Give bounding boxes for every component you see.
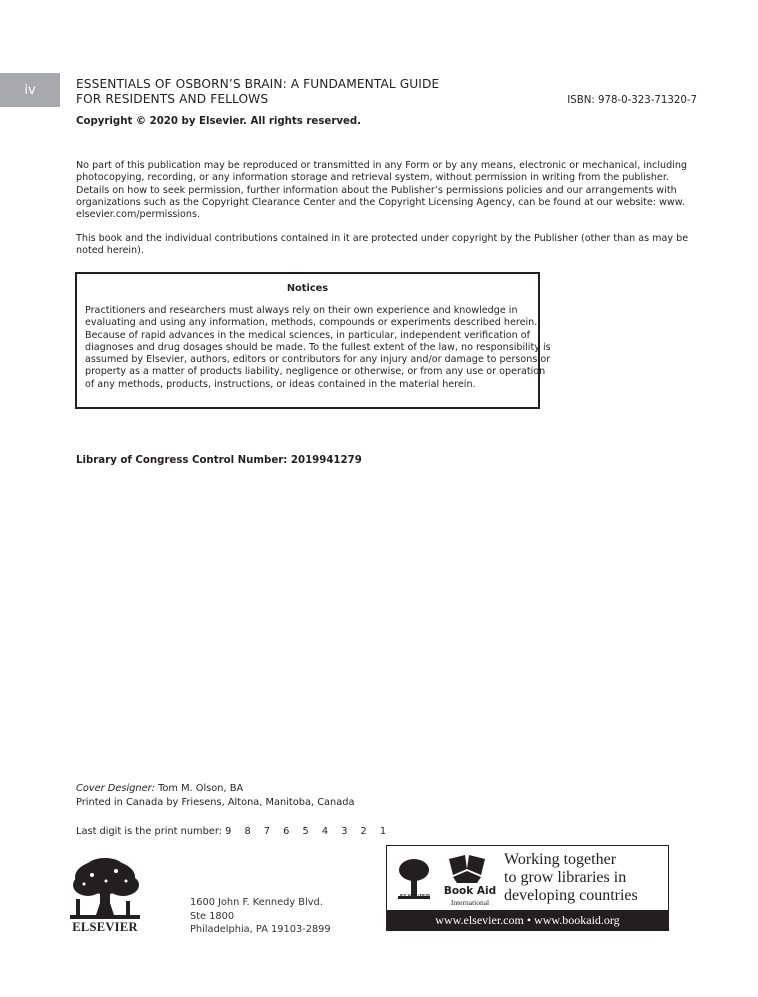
elsevier-wordmark: ELSEVIER — [72, 920, 138, 934]
book-hands-icon — [447, 851, 487, 885]
notices-line: Because of rapid advances in the medical sciences, in particular, independent verification of — [85, 329, 531, 341]
tagline-line: to grow libraries in — [504, 869, 627, 886]
paragraph-line: noted herein). — [76, 245, 144, 257]
cover-designer-name: Tom M. Olson, BA — [154, 783, 244, 794]
print-number-line — [76, 826, 391, 837]
cover-designer-line — [76, 782, 355, 796]
page-number: iv — [24, 82, 36, 98]
address-line: Ste 1800 — [190, 910, 235, 922]
book-aid-urls: www.elsevier.com • www.bookaid.org — [387, 910, 668, 930]
notices-line: property as a matter of products liability, negligence or otherwise, or from any use or operation — [85, 366, 546, 378]
book-title-line: ESSENTIALS OF OSBORN’S BRAIN: A FUNDAMENTAL GUIDE — [76, 77, 440, 91]
publisher-address — [190, 896, 331, 937]
elsevier-logo — [66, 857, 144, 935]
library-of-congress-number: Library of Congress Control Number: 2019941279 — [76, 455, 362, 466]
banner-elsevier-wordmark: ELSEVIER — [399, 894, 431, 900]
notices-line: diagnoses and drug dosages should be made. To the fullest extent of the law, no responsibility is — [85, 341, 551, 353]
notices-line: assumed by Elsevier, authors, editors or contributors for any injury and/or damage to persons or — [85, 354, 551, 366]
book-title-line: FOR RESIDENTS AND FELLOWS — [76, 92, 269, 106]
printed-in-line: Printed in Canada by Friesens, Altona, Manitoba, Canada — [76, 796, 355, 808]
paragraph-line: photocopying, recording, or any information storage and retrieval system, without permission in writing from the publisher. — [76, 172, 669, 184]
paragraph-line: No part of this publication may be reproduced or transmitted in any Form or by any means, electronic or mechanical, including — [76, 160, 688, 171]
book-title — [76, 77, 496, 107]
notices-line: Practitioners and researchers must always rely on their own experience and knowledge in — [85, 305, 518, 316]
paragraph-line: organizations such as the Copyright Clearance Center and the Copyright Licensing Agency, can be found at our website: www. — [76, 196, 685, 208]
book-aid-international: International — [450, 898, 490, 907]
notices-title: Notices — [286, 283, 329, 294]
cover-designer-label: Cover Designer: — [76, 783, 155, 794]
book-aid-tagline — [504, 851, 638, 905]
tagline-line: Working together — [504, 851, 617, 868]
address-line: Philadelphia, PA 19103-2899 — [190, 924, 331, 936]
book-aid-banner — [386, 845, 669, 931]
print-number-label: Last digit is the print number: — [76, 826, 226, 837]
notices-line: evaluating and using any information, methods, compounds or experiments described herein. — [85, 317, 538, 329]
notices-line: of any methods, products, instructions, or ideas contained in the material herein. — [85, 378, 476, 390]
book-aid-name: Book Aid — [443, 885, 497, 897]
page-number-tab — [0, 73, 60, 107]
paragraph-line: elsevier.com/permissions. — [76, 209, 200, 221]
elsevier-tree-icon — [66, 857, 144, 921]
notices-body — [85, 305, 551, 391]
credits — [76, 782, 355, 809]
notices-box — [75, 272, 551, 409]
paragraph-line: This book and the individual contributions contained in it are protected under copyright by the Publisher (other than as may be — [76, 233, 689, 244]
paragraph-line: Details on how to seek permission, further information about the Publisher’s permissions policies and our arrangements with — [76, 184, 677, 196]
copyright-line: Copyright © 2020 by Elsevier. All rights reserved. — [76, 116, 362, 127]
address-line: 1600 John F. Kennedy Blvd. — [190, 897, 323, 908]
rights-paragraph — [76, 160, 688, 221]
protection-paragraph — [76, 233, 689, 258]
print-number-digits: 9 8 7 6 5 4 3 2 1 — [225, 826, 392, 837]
isbn: ISBN: 978-0-323-71320-7 — [567, 95, 697, 106]
tagline-line: developing countries — [504, 887, 638, 904]
